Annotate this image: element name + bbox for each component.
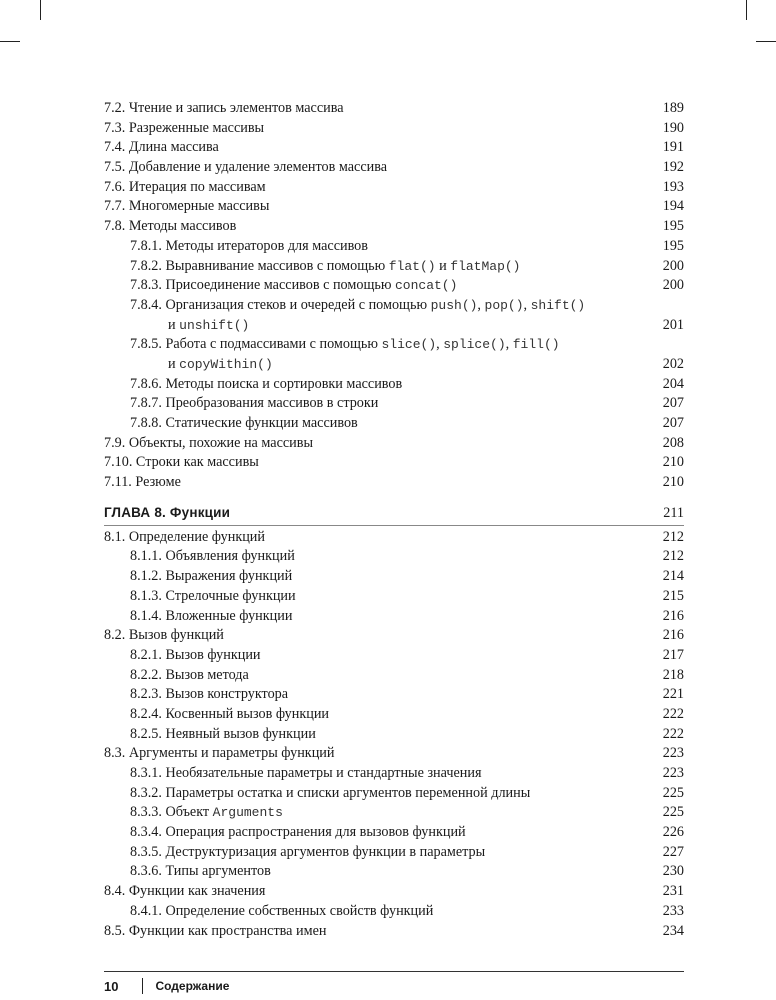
toc-entry-page: 217 [662, 646, 684, 663]
toc-entry-page: 223 [662, 765, 684, 781]
toc-entry [104, 607, 684, 627]
toc-entry-page: 191 [662, 139, 684, 156]
toc-entry [104, 99, 684, 119]
toc-entry-title: 7.4. Длина массива [104, 139, 219, 156]
toc-entry-title: ГЛАВА 8. Функции [104, 504, 231, 520]
toc-entry-title: 8.3. Аргументы и параметры функций [104, 745, 335, 762]
toc-entry-page: 192 [662, 159, 684, 176]
toc-entry-page: 222 [662, 725, 684, 742]
toc-entry-title: 8.1.4. Вложенные функции [130, 607, 293, 624]
toc-entry-page: 214 [662, 568, 684, 585]
toc-entry-page: 210 [662, 474, 684, 491]
toc-entry-page: 195 [662, 237, 684, 254]
toc-entry-title: 7.7. Многомерные массивы [104, 198, 270, 215]
toc-entry [104, 296, 684, 316]
toc-entry-page: 201 [662, 316, 684, 333]
toc-entry [104, 257, 684, 277]
toc-entry [104, 355, 684, 375]
toc-entry [104, 197, 684, 217]
toc-entry-title: и unshift() [168, 316, 250, 333]
toc-entry-page: 234 [662, 922, 684, 939]
toc-entry [104, 528, 684, 548]
toc-entry [104, 882, 684, 902]
toc-entry-page: 189 [662, 100, 684, 116]
toc-entry-page: 207 [662, 415, 684, 431]
toc-entry [104, 666, 684, 686]
toc-entry-page: 190 [662, 119, 684, 136]
toc-entry [104, 587, 684, 607]
toc-entry [104, 434, 684, 454]
toc-entry-title: 8.2.3. Вызов конструктора [130, 686, 289, 703]
toc-entry [104, 138, 684, 158]
toc-entry-page: 208 [662, 434, 684, 451]
toc-entry-title: 8.2.4. Косвенный вызов функции [130, 705, 330, 722]
toc-entry-title: 7.8.6. Методы поиска и сортировки массивов [130, 375, 403, 392]
toc-entry-page: 202 [662, 355, 684, 372]
toc-entry [104, 237, 684, 257]
toc-entry-title: 8.1. Определение функций [104, 528, 265, 545]
footer-rule [104, 971, 684, 972]
toc-entry-page: 225 [662, 784, 684, 801]
toc-entry-title: 8.4.1. Определение собственных свойств функций [130, 902, 434, 919]
toc-entry-title: 7.8. Методы массивов [104, 218, 237, 235]
toc-entry-page: 200 [662, 257, 684, 274]
toc-entry-page: 212 [662, 528, 684, 545]
toc-entry [104, 764, 684, 784]
toc-entry [104, 626, 684, 646]
toc-entry-page: 215 [662, 587, 684, 604]
toc-entry-title: 7.5. Добавление и удаление элементов массива [104, 159, 388, 176]
toc-entry-page: 204 [662, 375, 684, 392]
toc-entry-page: 211 [663, 504, 684, 521]
toc-entry-page: 225 [662, 804, 684, 821]
toc-entry [104, 335, 684, 355]
toc-entry [104, 394, 684, 414]
toc-entry [104, 646, 684, 666]
toc-entry [104, 473, 684, 493]
toc-entry-title: 8.2.5. Неявный вызов функции [130, 725, 316, 742]
toc-entry-page: 212 [662, 548, 684, 565]
toc-entry [104, 276, 684, 296]
toc-entry-title: 8.3.5. Деструктуризация аргументов функции в параметры [130, 843, 486, 860]
table-of-contents [104, 99, 684, 941]
toc-entry-title: 7.8.8. Статические функции массивов [130, 415, 358, 431]
toc-entry-title: 7.8.3. Присоединение массивов с помощью concat() [130, 277, 458, 294]
toc-entry-title: 7.8.4. Организация стеков и очередей с помощью push(), pop(), shift() [130, 296, 586, 313]
toc-chapter-heading [104, 503, 684, 526]
toc-entry-page: 222 [662, 705, 684, 722]
crop-mark [756, 41, 776, 42]
toc-entry-title: 8.5. Функции как пространства имен [104, 922, 327, 939]
page-footer [104, 978, 229, 994]
toc-entry-title: и copyWithin() [168, 355, 273, 372]
toc-entry [104, 705, 684, 725]
toc-entry-title: 8.1.1. Объявления функций [130, 548, 295, 565]
toc-entry-title: 7.2. Чтение и запись элементов массива [104, 100, 344, 116]
toc-entry-title: 8.3.3. Объект Arguments [130, 804, 283, 821]
toc-entry-title: 8.1.3. Стрелочные функции [130, 587, 296, 604]
toc-entry-title: 8.1.2. Выражения функций [130, 568, 293, 585]
toc-entry-page: 216 [662, 627, 684, 644]
toc-entry-title: 7.9. Объекты, похожие на массивы [104, 434, 314, 451]
toc-entry-title: 8.3.1. Необязательные параметры и стандартные значения [130, 765, 482, 781]
footer-separator [142, 978, 143, 994]
toc-entry-title: 8.4. Функции как значения [104, 883, 266, 900]
toc-entry-page: 231 [662, 883, 684, 900]
toc-entry-page: 230 [662, 863, 684, 880]
toc-entry [104, 375, 684, 395]
toc-entry-page: 193 [662, 178, 684, 195]
toc-entry-title: 7.11. Резюме [104, 474, 181, 491]
toc-entry [104, 744, 684, 764]
toc-entry [104, 922, 684, 942]
toc-entry [104, 862, 684, 882]
toc-entry-page: 233 [662, 902, 684, 919]
toc-entry-page: 200 [662, 277, 684, 294]
toc-entry-page: 210 [662, 454, 684, 471]
toc-entry-page: 207 [662, 395, 684, 412]
toc-entry [104, 178, 684, 198]
toc-entry [104, 843, 684, 863]
toc-entry-page: 221 [662, 686, 684, 703]
toc-entry-page: 223 [662, 745, 684, 762]
toc-entry [104, 158, 684, 178]
toc-entry-title: 8.3.2. Параметры остатка и списки аргументов переменной длины [130, 784, 531, 801]
toc-entry-title: 7.8.7. Преобразования массивов в строки [130, 395, 379, 412]
toc-entry-title: 7.3. Разреженные массивы [104, 119, 265, 136]
toc-entry-page: 194 [662, 198, 684, 215]
page-number: 10 [104, 978, 119, 994]
toc-entry-page: 216 [662, 607, 684, 624]
toc-entry [104, 453, 684, 473]
toc-entry [104, 316, 684, 336]
toc-entry-title: 8.2.2. Вызов метода [130, 666, 249, 683]
toc-entry-title: 7.8.1. Методы итераторов для массивов [130, 237, 368, 254]
toc-entry [104, 547, 684, 567]
running-title: Содержание [155, 979, 230, 993]
toc-entry-page: 227 [662, 843, 684, 860]
toc-entry [104, 784, 684, 804]
crop-mark [40, 0, 41, 20]
toc-entry-title: 7.8.5. Работа с подмассивами с помощью slice(), splice(), fill() [130, 336, 560, 353]
toc-entry [104, 725, 684, 745]
toc-entry-title: 8.2.1. Вызов функции [130, 646, 261, 663]
toc-entry-page: 226 [662, 824, 684, 841]
toc-entry-title: 7.8.2. Выравнивание массивов с помощью flat() и flatMap() [130, 257, 521, 274]
toc-entry-title: 8.3.4. Операция распространения для вызовов функций [130, 824, 466, 841]
toc-entry-page: 195 [662, 218, 684, 235]
toc-entry-title: 7.6. Итерация по массивам [104, 178, 266, 195]
toc-entry [104, 823, 684, 843]
toc-entry-title: 8.2. Вызов функций [104, 627, 224, 644]
toc-entry-page: 218 [662, 666, 684, 683]
toc-entry [104, 902, 684, 922]
crop-mark [746, 0, 747, 20]
toc-entry-title: 8.3.6. Типы аргументов [130, 863, 271, 880]
toc-entry [104, 803, 684, 823]
toc-entry [104, 119, 684, 139]
toc-entry [104, 567, 684, 587]
toc-entry [104, 217, 684, 237]
toc-entry [104, 685, 684, 705]
toc-entry [104, 414, 684, 434]
toc-entry-title: 7.10. Строки как массивы [104, 454, 259, 471]
crop-mark [0, 41, 20, 42]
